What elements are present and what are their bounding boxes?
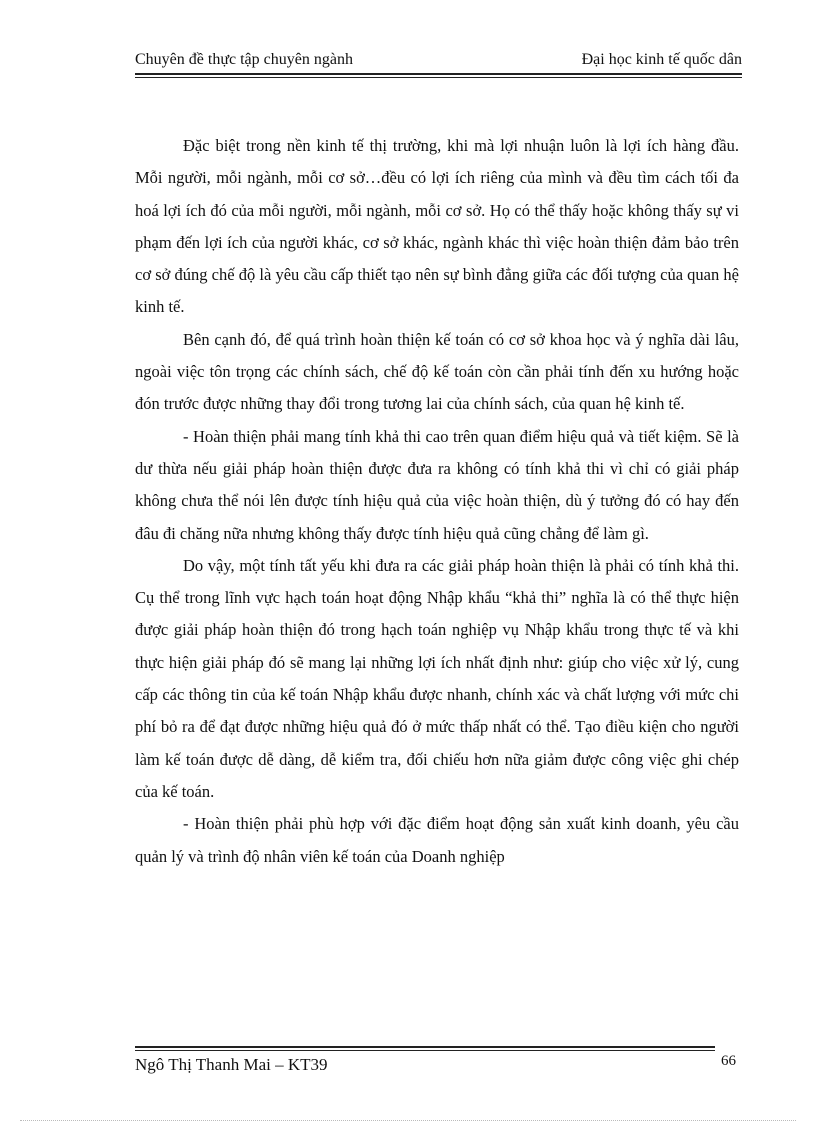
- header-divider: [135, 73, 742, 75]
- paragraph-2: Bên cạnh đó, để quá trình hoàn thiện kế toán có cơ sở khoa học và ý nghĩa dài lâu, ngoài việc tôn trọng các chính sách, chế độ kế toán còn cần phải tính đến xu hướng hoặc đón trước được những thay đổi trong tương lai của chính sách, của quan hệ kinh tế.: [135, 329, 739, 414]
- page-edge-divider: [20, 1120, 796, 1121]
- document-body: [135, 130, 739, 873]
- paragraph-1: Đặc biệt trong nền kinh tế thị trường, khi mà lợi nhuận luôn là lợi ích hàng đầu. Mỗi người, mỗi ngành, mỗi cơ sở…đều có lợi ích riêng của mình và đều tìm cách tối đa hoá lợi ích đó của mỗi người, mỗi ngành, mỗi cơ sở. Họ có thể thấy hoặc không thấy sự vi phạm đến lợi ích của người khác, cơ sở khác, ngành khác thì việc hoàn thiện đảm bảo trên cơ sở đúng chế độ là yêu cầu cấp thiết tạo nên sự bình đẳng giữa các đối tượng của quan hệ kinh tế.: [135, 136, 739, 317]
- footer-author: Ngô Thị Thanh Mai – KT39: [135, 1055, 328, 1074]
- paragraph-5: - Hoàn thiện phải phù hợp với đặc điểm hoạt động sản xuất kinh doanh, yêu cầu quản lý và trình độ nhân viên kế toán của Doanh nghiệp: [135, 814, 739, 866]
- paragraph-4: Do vậy, một tính tất yếu khi đưa ra các giải pháp hoàn thiện là phải có tính khả thi. Cụ thể trong lĩnh vực hạch toán hoạt động Nhập khẩu “khả thi” nghĩa là có thể thực hiện được giải pháp hoàn thiện đó trong hạch toán nghiệp vụ Nhập khẩu trong thực tế và khi thực hiện giải pháp đó sẽ mang lại những lợi ích nhất định như: giúp cho việc xử lý, cung cấp các thông tin của kế toán Nhập khẩu được nhanh, chính xác và chất lượng với mức chi phí bỏ ra để đạt được những hiệu quả đó ở mức thấp nhất có thể. Tạo điều kiện cho người làm kế toán được dễ dàng, dễ kiểm tra, đối chiếu hơn nữa giảm được công việc ghi chép của kế toán.: [135, 555, 739, 801]
- header-course-title: Chuyên đề thực tập chuyên ngành: [135, 51, 353, 68]
- paragraph-3: - Hoàn thiện phải mang tính khả thi cao trên quan điểm hiệu quả và tiết kiệm. Sẽ là dư thừa nếu giải pháp hoàn thiện được đưa ra không có tính khả thi vì chỉ có giải pháp không chưa thể nói lên được tính hiệu quả của việc hoàn thiện, dù ý tưởng đó có hay đến đâu đi chăng nữa nhưng không thấy được tính hiệu quả cũng chẳng để làm gì.: [135, 426, 739, 543]
- page-header: [135, 50, 742, 72]
- header-university: Đại học kinh tế quốc dân: [581, 51, 742, 68]
- footer-divider-thin: [135, 1050, 715, 1051]
- page-number: 66: [721, 1053, 736, 1069]
- header-divider-thin: [135, 77, 742, 78]
- footer-divider: [135, 1046, 715, 1048]
